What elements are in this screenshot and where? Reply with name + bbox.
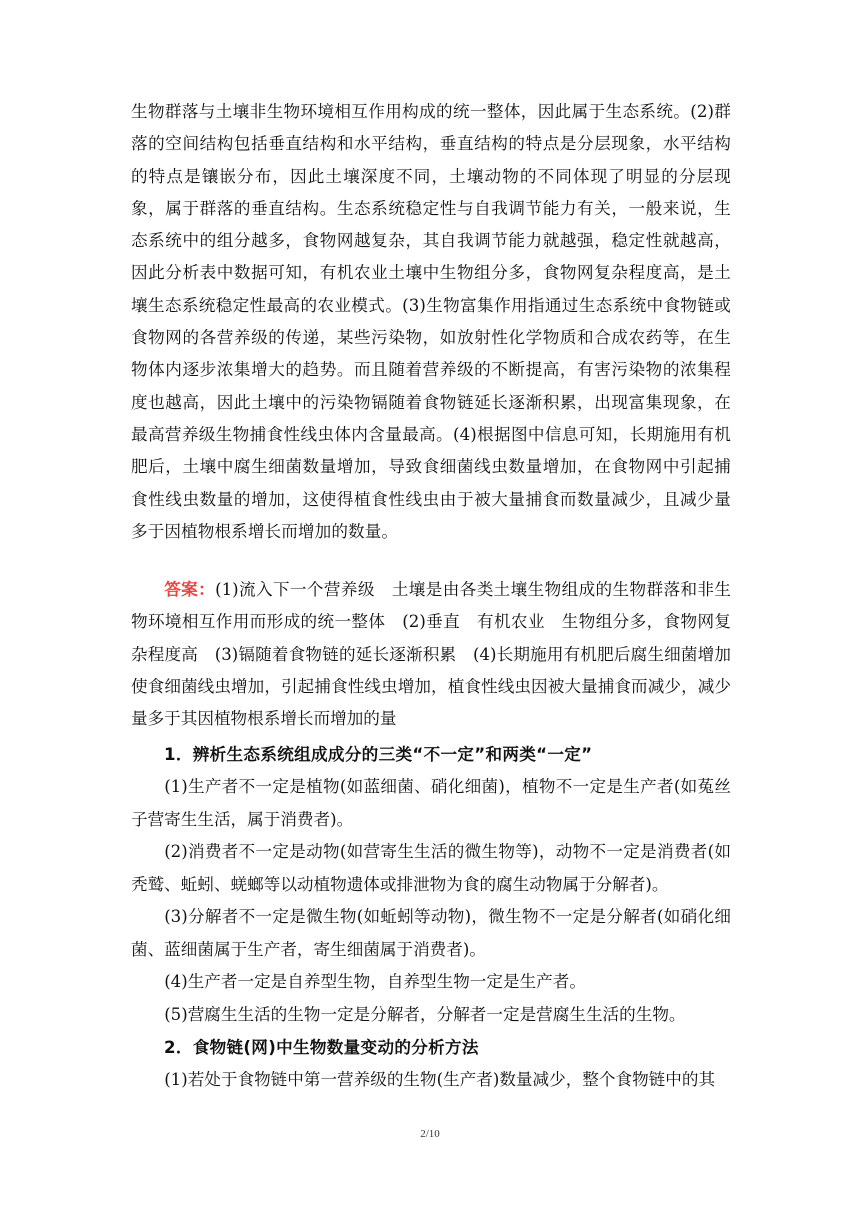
- page-number: 2/10: [420, 1128, 440, 1140]
- answer-paragraph: [131, 573, 731, 735]
- section-1-item-4: (4)生产者一定是自养型生物，自养型生物一定是生产者。: [164, 972, 586, 991]
- section-1-item-5: (5)营腐生生活的生物一定是分解者，分解者一定是营腐生生活的生物。: [164, 1005, 686, 1024]
- answer-text: (1)流入下一个营养级 土壤是由各类土壤生物组成的生物群落和非生物环境相互作用而形成的统一整体 (2)垂直 有机农业 生物组分多，食物网复杂程度高 (3)镉随着食物链的延长逐渐积累 (4)长期施用有机肥后腐生细菌增加使食细菌线虫增加，引起捕食性线虫增加，植食性线虫因被大量捕食而减少，减少量多于其因植物根系增长而增加的量: [131, 580, 731, 729]
- section-1-item-2: (2)消费者不一定是动物(如营寄生生活的微生物等)，动物不一定是消费者(如秃鹫、蚯蚓、蜣螂等以动植物遗体或排泄物为食的腐生动物属于分解者)。: [131, 842, 731, 894]
- section-1-item-3: (3)分解者不一定是微生物(如蚯蚓等动物)，微生物不一定是分解者(如硝化细菌、蓝细菌属于生产者，寄生细菌属于消费者)。: [131, 907, 731, 959]
- section-2-item-1: (1)若处于食物链中第一营养级的生物(生产者)数量减少，整个食物链中的其: [164, 1070, 716, 1089]
- explanation-paragraph: 生物群落与土壤非生物环境相互作用构成的统一整体，因此属于生态系统。(2)群落的空间结构包括垂直结构和水平结构，垂直结构的特点是分层现象，水平结构的特点是镶嵌分布，因此土壤深度不同，土壤动物的不同体现了明显的分层现象，属于群落的垂直结构。生态系统稳定性与自我调节能力有关，一般来说，生态系统中的组分越多，食物网越复杂，其自我调节能力就越强，稳定性就越高，因此分析表中数据可知，有机农业土壤中生物组分多，食物网复杂程度高，是土壤生态系统稳定性最高的农业模式。(3)生物富集作用指通过生态系统中食物链或食物网的各营养级的传递，某些污染物，如放射性化学物质和合成农药等，在生物体内逐步浓集增大的趋势。而且随着营养级的不断提高，有害污染物的浓集程度也越高，因此土壤中的污染物镉随着食物链延长逐渐积累，出现富集现象，在最高营养级生物捕食性线虫体内含量最高。(4)根据图中信息可知，长期施用有机肥后，土壤中腐生细菌数量增加，导致食细菌线虫数量增加，在食物网中引起捕食性线虫数量的增加，这使得植食性线虫由于被大量捕食而数量减少，且减少量多于因植物根系增长而增加的数量。: [131, 102, 731, 541]
- section-2-title: 2．食物链(网)中生物数量变动的分析方法: [164, 1038, 479, 1057]
- section-1-item-1: (1)生产者不一定是植物(如蓝细菌、硝化细菌)，植物不一定是生产者(如菟丝子营寄生生活，属于消费者)。: [131, 777, 731, 829]
- section-1-title: 1．辨析生态系统组成成分的三类“不一定”和两类“一定”: [164, 745, 593, 764]
- answer-label: 答案：: [164, 579, 216, 599]
